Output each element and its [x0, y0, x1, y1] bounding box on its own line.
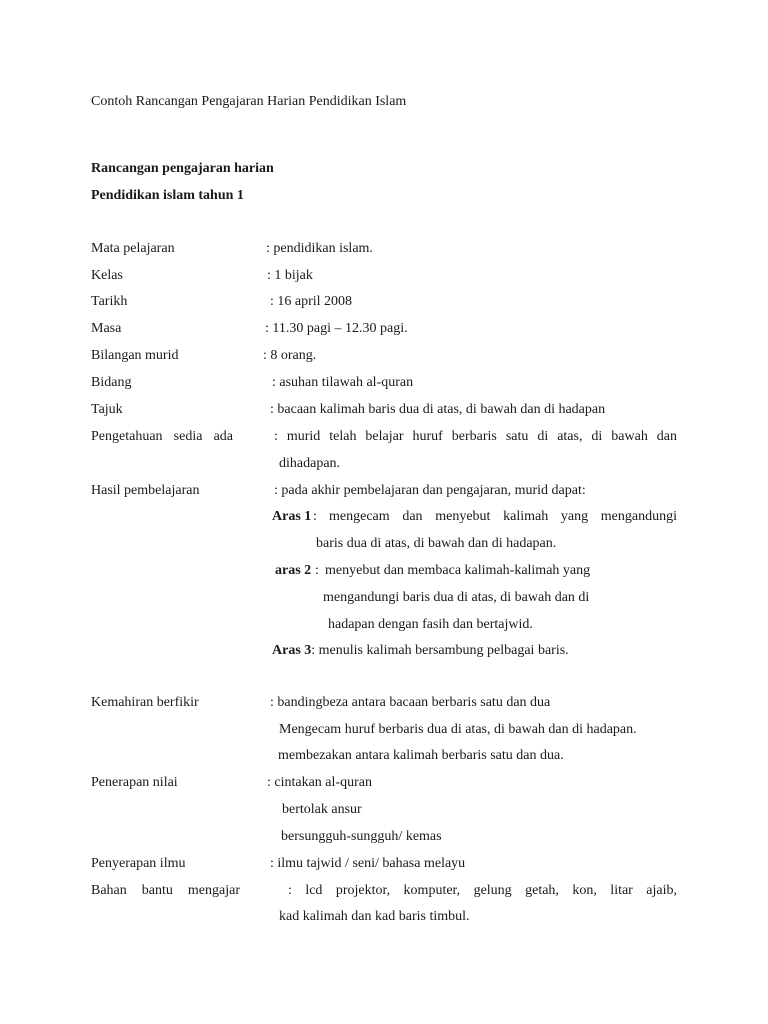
aras2-sep: :: [315, 563, 319, 578]
value-penerapan-line2: bertolak ansur: [282, 802, 362, 817]
label-bidang: Bidang: [91, 375, 132, 390]
aras1-key: Aras 1: [272, 509, 312, 524]
label-masa: Masa: [91, 321, 122, 336]
label-bilangan-murid: Bilangan murid: [91, 348, 179, 363]
value-bidang: : asuhan tilawah al-quran: [272, 375, 414, 390]
value-hasil-pembelajaran: : pada akhir pembelajaran dan pengajaran, murid dapat:: [274, 483, 586, 498]
label-pengetahuan-sedia-ada: Pengetahuan sedia ada: [91, 429, 233, 444]
aras1-sep: :: [313, 509, 317, 524]
label-kemahiran-berfikir: Kemahiran berfikir: [91, 695, 199, 710]
aras2-line2: mengandungi baris dua di atas, di bawah dan di: [323, 590, 590, 605]
label-penyerapan-ilmu: Penyerapan ilmu: [91, 856, 186, 871]
value-kemahiran-line2: Mengecam huruf berbaris dua di atas, di bawah dan di hadapan.: [279, 722, 637, 737]
aras2-line1: menyebut dan membaca kalimah-kalimah yang: [325, 563, 591, 578]
aras3-line: [272, 642, 569, 660]
value-tajuk: : bacaan kalimah baris dua di atas, di bawah dan di hadapan: [270, 402, 606, 417]
value-pengetahuan-line2: dihadapan.: [279, 456, 341, 471]
label-tajuk: Tajuk: [91, 402, 123, 417]
aras2-key: aras 2: [275, 563, 312, 578]
label-kelas: Kelas: [91, 268, 123, 283]
label-hasil-pembelajaran: Hasil pembelajaran: [91, 483, 200, 498]
value-kelas: : 1 bijak: [267, 268, 313, 283]
value-penyerapan-ilmu: : ilmu tajwid / seni/ bahasa melayu: [270, 856, 466, 871]
value-bilangan-murid: : 8 orang.: [263, 348, 317, 363]
label-bahan-bantu-mengajar: Bahan bantu mengajar: [91, 883, 240, 898]
aras3-text: : menulis kalimah bersambung pelbagai baris.: [311, 643, 569, 658]
value-kemahiran-line3: membezakan antara kalimah berbaris satu dan dua.: [278, 748, 564, 763]
value-penerapan-line3: bersungguh-sungguh/ kemas: [281, 829, 442, 844]
label-penerapan-nilai: Penerapan nilai: [91, 775, 178, 790]
document-title: Contoh Rancangan Pengajaran Harian Pendidikan Islam: [91, 94, 407, 109]
aras3-key: Aras 3: [272, 643, 312, 658]
aras2-line3: hadapan dengan fasih dan bertajwid.: [328, 617, 533, 632]
aras1-line2: baris dua di atas, di bawah dan di hadapan.: [316, 536, 557, 551]
value-penerapan-line1: : cintakan al-quran: [267, 775, 372, 790]
value-mata-pelajaran: : pendidikan islam.: [266, 241, 373, 256]
value-pengetahuan-line1: : murid telah belajar huruf berbaris satu di atas, di bawah dan: [274, 429, 677, 444]
label-tarikh: Tarikh: [91, 294, 128, 309]
value-tarikh: : 16 april 2008: [270, 294, 353, 309]
heading-pendidikan: Pendidikan islam tahun 1: [91, 188, 244, 203]
aras1-line1: mengecam dan menyebut kalimah yang mengandungi: [329, 509, 677, 524]
value-kemahiran-line1: : bandingbeza antara bacaan berbaris satu dan dua: [270, 695, 551, 710]
value-bahan-line2: kad kalimah dan kad baris timbul.: [279, 909, 470, 924]
heading-rancangan: Rancangan pengajaran harian: [91, 161, 274, 176]
value-bahan-line1: : lcd projektor, komputer, gelung getah, kon, litar ajaib,: [288, 883, 677, 898]
label-mata-pelajaran: Mata pelajaran: [91, 241, 175, 256]
value-masa: : 11.30 pagi – 12.30 pagi.: [265, 321, 408, 336]
